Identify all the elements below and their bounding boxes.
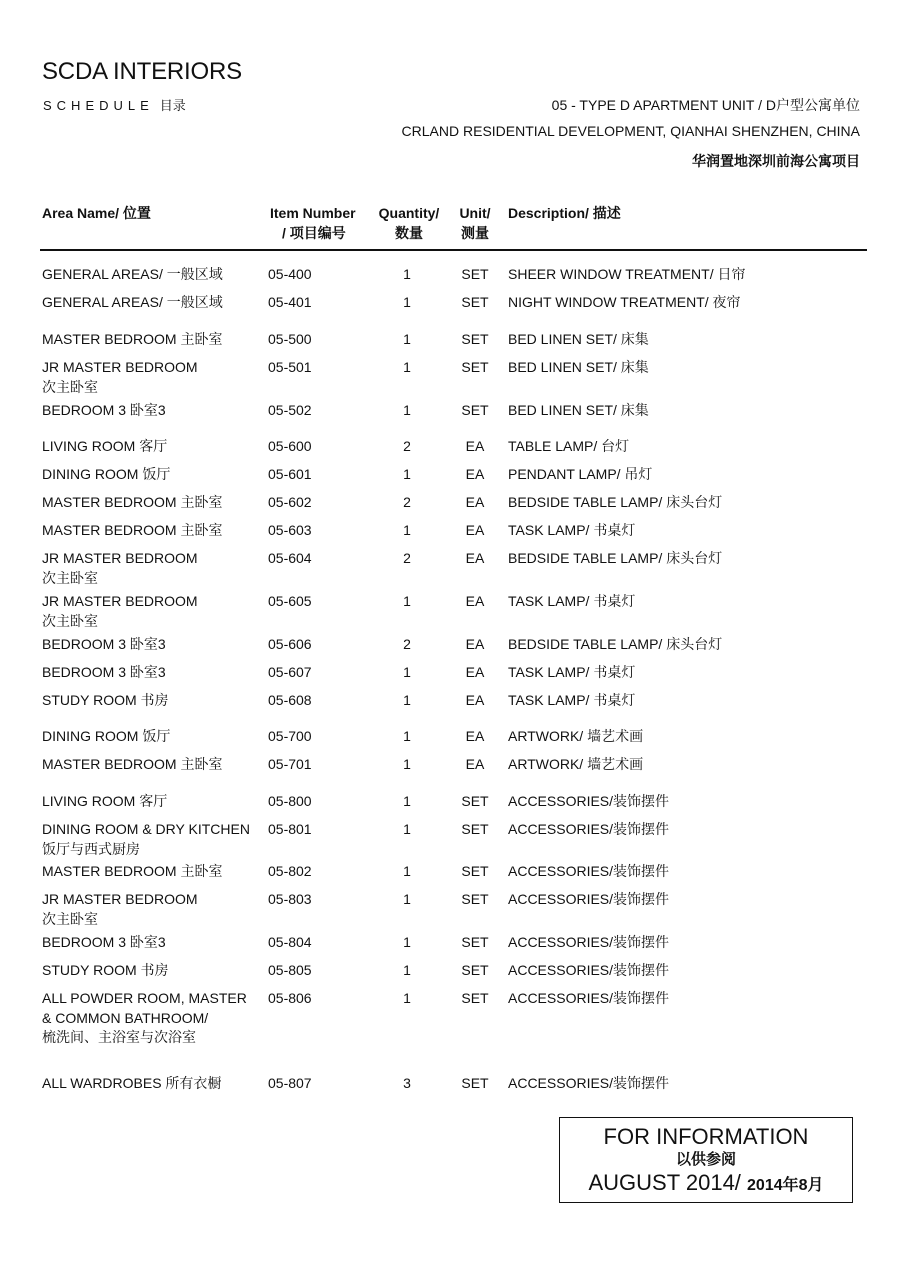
row-area-name: MASTER BEDROOM 主卧室 <box>42 331 223 347</box>
row-description: ARTWORK/ 墙艺术画 <box>508 756 644 772</box>
row-quantity: 1 <box>403 692 411 708</box>
row-unit: EA <box>465 756 485 772</box>
row-area-name: MASTER BEDROOM 主卧室 <box>42 494 223 510</box>
row-area-name: MASTER BEDROOM 主卧室 <box>42 863 223 879</box>
row-description: TASK LAMP/ 书桌灯 <box>508 664 636 680</box>
row-item-number: 05-500 <box>268 331 312 347</box>
row-unit: SET <box>461 793 489 809</box>
row-unit: EA <box>465 522 485 538</box>
row-item-number: 05-806 <box>268 990 312 1006</box>
project-development-name-cn: 华润置地深圳前海公寓项目 <box>692 153 860 169</box>
row-unit: SET <box>461 962 489 978</box>
row-item-number: 05-700 <box>268 728 312 744</box>
row-quantity: 1 <box>403 962 411 978</box>
row-description: TASK LAMP/ 书桌灯 <box>508 522 636 538</box>
row-item-number: 05-802 <box>268 863 312 879</box>
row-description: BEDSIDE TABLE LAMP/ 床头台灯 <box>508 494 723 510</box>
row-quantity: 1 <box>403 359 411 375</box>
row-unit: EA <box>465 664 485 680</box>
row-description: ACCESSORIES/装饰摆件 <box>508 863 670 879</box>
row-description: ARTWORK/ 墙艺术画 <box>508 728 644 744</box>
row-item-number: 05-701 <box>268 756 312 772</box>
row-unit: SET <box>461 891 489 907</box>
row-description: ACCESSORIES/装饰摆件 <box>508 962 670 978</box>
row-unit: SET <box>461 821 489 837</box>
row-unit: EA <box>465 728 485 744</box>
column-header-quantity-line1: Quantity/ <box>378 205 440 221</box>
row-quantity: 1 <box>403 331 411 347</box>
row-unit: SET <box>461 266 489 282</box>
row-area-name: DINING ROOM 饭厅 <box>42 466 171 482</box>
row-quantity: 1 <box>403 593 411 609</box>
project-unit-title: 05 - TYPE D APARTMENT UNIT / D户型公寓单位 <box>551 97 860 113</box>
row-unit: SET <box>461 402 489 418</box>
row-quantity: 2 <box>403 550 411 566</box>
row-quantity: 1 <box>403 728 411 744</box>
column-header-quantity-line2: 数量 <box>395 225 423 241</box>
row-description: TASK LAMP/ 书桌灯 <box>508 593 636 609</box>
row-unit: EA <box>465 494 485 510</box>
row-area-name: BEDROOM 3 卧室3 <box>42 664 166 680</box>
row-quantity: 1 <box>403 934 411 950</box>
row-quantity: 2 <box>403 438 411 454</box>
project-development-name: CRLAND RESIDENTIAL DEVELOPMENT, QIANHAI SHENZHEN, CHINA <box>401 123 860 139</box>
row-quantity: 1 <box>403 990 411 1006</box>
row-quantity: 1 <box>403 821 411 837</box>
row-description: ACCESSORIES/装饰摆件 <box>508 934 670 950</box>
row-quantity: 3 <box>403 1075 411 1091</box>
row-quantity: 1 <box>403 522 411 538</box>
row-quantity: 1 <box>403 294 411 310</box>
row-description: TABLE LAMP/ 台灯 <box>508 438 630 454</box>
information-stamp <box>559 1117 853 1203</box>
row-area-name: STUDY ROOM 书房 <box>42 962 169 978</box>
row-quantity: 1 <box>403 266 411 282</box>
row-area-name: JR MASTER BEDROOM 次主卧室 <box>42 891 198 927</box>
row-unit: EA <box>465 636 485 652</box>
column-header-description: Description/ 描述 <box>508 205 621 221</box>
row-description: NIGHT WINDOW TREATMENT/ 夜帘 <box>508 294 741 310</box>
row-description: ACCESSORIES/装饰摆件 <box>508 793 670 809</box>
header-divider <box>40 249 867 251</box>
stamp-date-en: AUGUST 2014/ <box>588 1170 748 1195</box>
row-description: BED LINEN SET/ 床集 <box>508 331 649 347</box>
stamp-line2: 以供参阅 <box>675 1151 736 1168</box>
row-quantity: 1 <box>403 402 411 418</box>
row-quantity: 1 <box>403 863 411 879</box>
row-area-name: BEDROOM 3 卧室3 <box>42 402 166 418</box>
row-item-number: 05-804 <box>268 934 312 950</box>
row-area-name: LIVING ROOM 客厅 <box>42 438 168 454</box>
row-unit: EA <box>465 692 485 708</box>
row-item-number: 05-600 <box>268 438 312 454</box>
row-description: ACCESSORIES/装饰摆件 <box>508 990 670 1006</box>
row-description: SHEER WINDOW TREATMENT/ 日帘 <box>508 266 746 282</box>
row-quantity: 1 <box>403 466 411 482</box>
row-item-number: 05-605 <box>268 593 312 609</box>
row-item-number: 05-401 <box>268 294 312 310</box>
row-quantity: 2 <box>403 494 411 510</box>
row-unit: SET <box>461 990 489 1006</box>
row-item-number: 05-603 <box>268 522 312 538</box>
row-area-name: GENERAL AREAS/ 一般区域 <box>42 266 223 282</box>
row-unit: SET <box>461 1075 489 1091</box>
row-item-number: 05-805 <box>268 962 312 978</box>
row-area-name: STUDY ROOM 书房 <box>42 692 169 708</box>
row-area-name: MASTER BEDROOM 主卧室 <box>42 522 223 538</box>
row-item-number: 05-601 <box>268 466 312 482</box>
row-item-number: 05-608 <box>268 692 312 708</box>
row-quantity: 1 <box>403 793 411 809</box>
column-header-item-number <box>270 203 356 243</box>
row-description: ACCESSORIES/装饰摆件 <box>508 821 670 837</box>
row-unit: SET <box>461 294 489 310</box>
row-description: TASK LAMP/ 书桌灯 <box>508 692 636 708</box>
row-description: BEDSIDE TABLE LAMP/ 床头台灯 <box>508 636 723 652</box>
stamp-line3 <box>560 1171 852 1198</box>
row-quantity: 1 <box>403 664 411 680</box>
row-description: BED LINEN SET/ 床集 <box>508 402 649 418</box>
row-item-number: 05-803 <box>268 891 312 907</box>
row-area-name: BEDROOM 3 卧室3 <box>42 636 166 652</box>
row-area-name: JR MASTER BEDROOM 次主卧室 <box>42 593 198 629</box>
column-header-unit <box>455 203 495 243</box>
row-area-name: JR MASTER BEDROOM 次主卧室 <box>42 359 198 395</box>
row-area-name: ALL WARDROBES 所有衣橱 <box>42 1075 222 1091</box>
row-area-name: ALL POWDER ROOM, MASTER & COMMON BATHROOM/ 梳洗间、主浴室与次浴室 <box>42 990 247 1045</box>
row-item-number: 05-502 <box>268 402 312 418</box>
column-header-quantity <box>374 203 444 243</box>
row-area-name: GENERAL AREAS/ 一般区域 <box>42 294 223 310</box>
row-item-number: 05-501 <box>268 359 312 375</box>
row-area-name: BEDROOM 3 卧室3 <box>42 934 166 950</box>
stamp-line1: FOR INFORMATION <box>603 1124 809 1149</box>
row-item-number: 05-800 <box>268 793 312 809</box>
column-header-item-line2: / 项目编号 <box>282 225 346 241</box>
row-description: ACCESSORIES/装饰摆件 <box>508 1075 670 1091</box>
row-unit: SET <box>461 863 489 879</box>
row-area-name: DINING ROOM 饭厅 <box>42 728 171 744</box>
column-header-unit-line1: Unit/ <box>459 205 491 221</box>
row-unit: SET <box>461 934 489 950</box>
row-area-name: JR MASTER BEDROOM 次主卧室 <box>42 550 198 586</box>
company-title: SCDA INTERIORS <box>42 58 242 85</box>
row-unit: EA <box>465 550 485 566</box>
schedule-label-cn: 目录 <box>159 98 186 113</box>
row-quantity: 1 <box>403 891 411 907</box>
row-description: ACCESSORIES/装饰摆件 <box>508 891 670 907</box>
schedule-label <box>43 95 186 114</box>
row-quantity: 2 <box>403 636 411 652</box>
row-quantity: 1 <box>403 756 411 772</box>
row-area-name: LIVING ROOM 客厅 <box>42 793 168 809</box>
row-item-number: 05-400 <box>268 266 312 282</box>
row-item-number: 05-807 <box>268 1075 312 1091</box>
row-unit: EA <box>465 438 485 454</box>
row-unit: SET <box>461 359 489 375</box>
schedule-label-en: SCHEDULE <box>43 98 154 113</box>
row-unit: EA <box>465 593 485 609</box>
column-header-unit-line2: 测量 <box>461 225 489 241</box>
row-item-number: 05-602 <box>268 494 312 510</box>
row-item-number: 05-607 <box>268 664 312 680</box>
stamp-date-cn: 2014年8月 <box>747 1177 824 1194</box>
row-description: BEDSIDE TABLE LAMP/ 床头台灯 <box>508 550 723 566</box>
row-description: PENDANT LAMP/ 吊灯 <box>508 466 653 482</box>
row-unit: SET <box>461 331 489 347</box>
row-item-number: 05-604 <box>268 550 312 566</box>
row-item-number: 05-606 <box>268 636 312 652</box>
row-area-name: DINING ROOM & DRY KITCHEN 饭厅与西式厨房 <box>42 821 250 857</box>
row-area-name: MASTER BEDROOM 主卧室 <box>42 756 223 772</box>
row-unit: EA <box>465 466 485 482</box>
column-header-area: Area Name/ 位置 <box>42 205 151 221</box>
row-description: BED LINEN SET/ 床集 <box>508 359 649 375</box>
row-item-number: 05-801 <box>268 821 312 837</box>
column-header-item-line1: Item Number <box>270 205 356 221</box>
